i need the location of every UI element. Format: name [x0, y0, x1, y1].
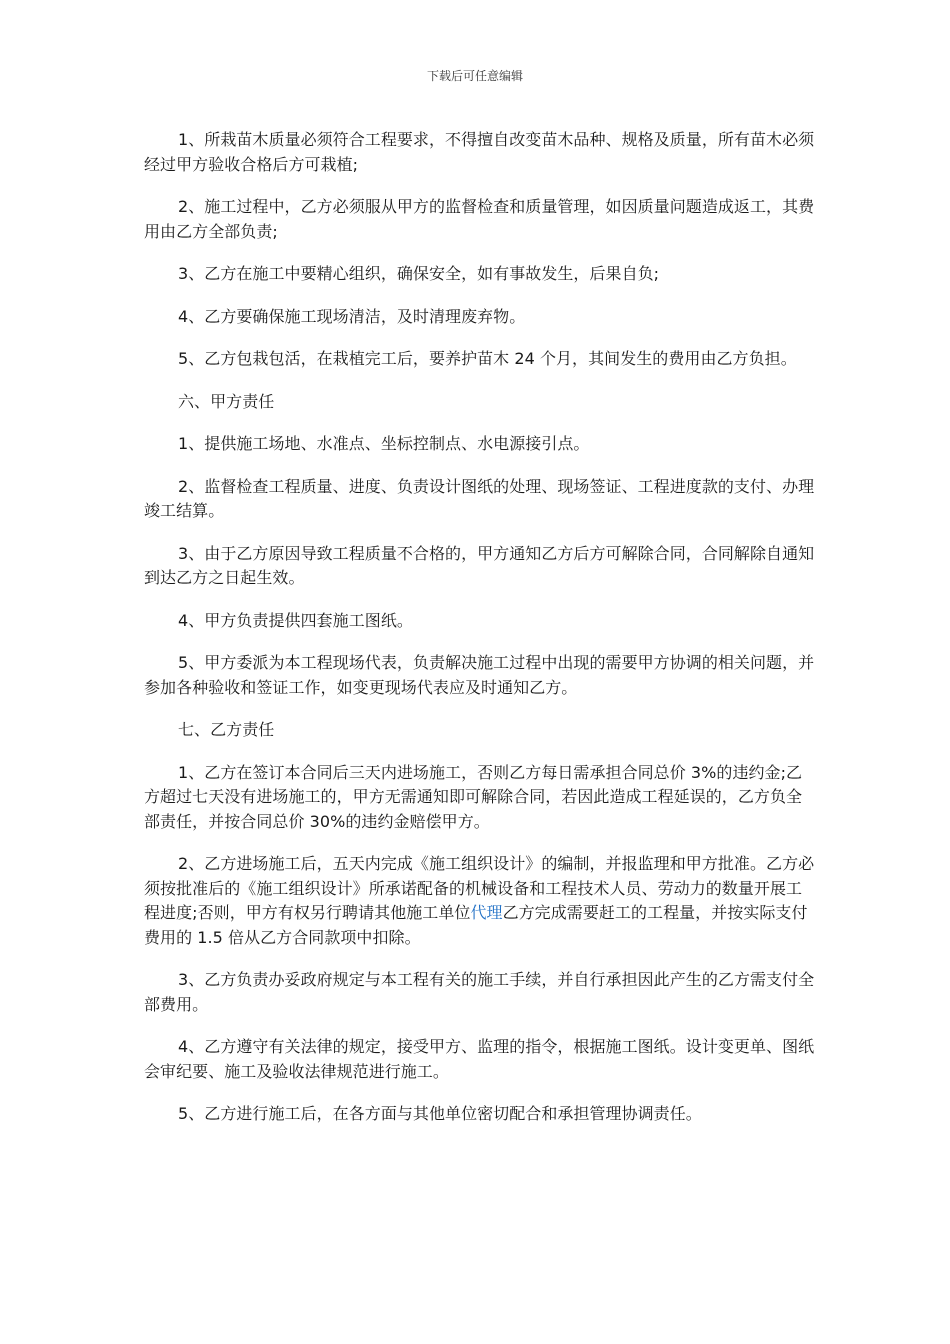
section-heading-party-a: 六、甲方责任 [178, 391, 275, 411]
party-b-clause-5: 5、乙方进行施工后，在各方面与其他单位密切配合和承担管理协调责任。 [178, 1104, 702, 1123]
party-b-clause-1: 1、乙方在签订本合同后三天内进场施工，否则乙方每日需承担合同总价 3%的违约金;乙方超过七天没有进场施工的，甲方无需通知即可解除合同，若因此造成工程延误的，乙方负全部责任，并按合同总价 30%的违约金赔偿甲方。 [144, 762, 803, 831]
clause-3: 3、乙方在施工中要精心组织，确保安全，如有事故发生，后果自负; [178, 264, 660, 283]
clause-5: 5、乙方包栽包活，在栽植完工后，要养护苗木 24 个月，其间发生的费用由乙方负担。 [178, 349, 797, 368]
party-b-clause-2-after: 乙方完成需要赶工的工程量，并按实际支付费用的 1.5 倍从乙方合同款项中扣除。 [144, 903, 808, 947]
clause-4: 4、乙方要确保施工现场清洁，及时清理废弃物。 [178, 306, 526, 326]
party-a-clause-2: 2、监督检查工程质量、进度、负责设计图纸的处理、现场签证、工程进度款的支付、办理竣工结算。 [144, 476, 815, 520]
party-a-clause-5: 5、甲方委派为本工程现场代表，负责解决施工过程中出现的需要甲方协调的相关问题，并参加各种验收和签证工作，如变更现场代表应及时通知乙方。 [144, 653, 815, 697]
party-b-clause-2 [144, 852, 816, 950]
clause-1: 1、所栽苗木质量必须符合工程要求，不得擅自改变苗木品种、规格及质量，所有苗木必须经过甲方验收合格后方可栽植; [144, 130, 815, 174]
page-header-note: 下载后可任意编辑 [426, 69, 523, 83]
agent-link[interactable]: 代理 [470, 903, 503, 922]
section-heading-party-b: 七、乙方责任 [178, 720, 275, 739]
party-a-clause-1: 1、提供施工场地、水准点、坐标控制点、水电源接引点。 [178, 434, 590, 453]
party-a-clause-3: 3、由于乙方原因导致工程质量不合格的，甲方通知乙方后方可解除合同，合同解除自通知到达乙方之日起生效。 [144, 543, 815, 587]
document-body [144, 128, 816, 1145]
party-a-clause-4: 4、甲方负责提供四套施工图纸。 [178, 610, 413, 630]
party-b-clause-3: 3、乙方负责办妥政府规定与本工程有关的施工手续，并自行承担因此产生的乙方需支付全部费用。 [144, 970, 815, 1014]
party-b-clause-2-before: 2、乙方进场施工后，五天内完成《施工组织设计》的编制，并报监理和甲方批准。乙方必须按批准后的《施工组织设计》所承诺配备的机械设备和工程技术人员、劳动力的数量开展工程进度;否则，甲方有权另行聘请其他施工单位 [144, 854, 815, 922]
party-b-clause-4: 4、乙方遵守有关法律的规定，接受甲方、监理的指令，根据施工图纸。设计变更单、图纸会审纪要、施工及验收法律规范进行施工。 [144, 1037, 815, 1081]
clause-2: 2、施工过程中，乙方必须服从甲方的监督检查和质量管理，如因质量问题造成返工，其费用由乙方全部负责; [144, 197, 815, 241]
